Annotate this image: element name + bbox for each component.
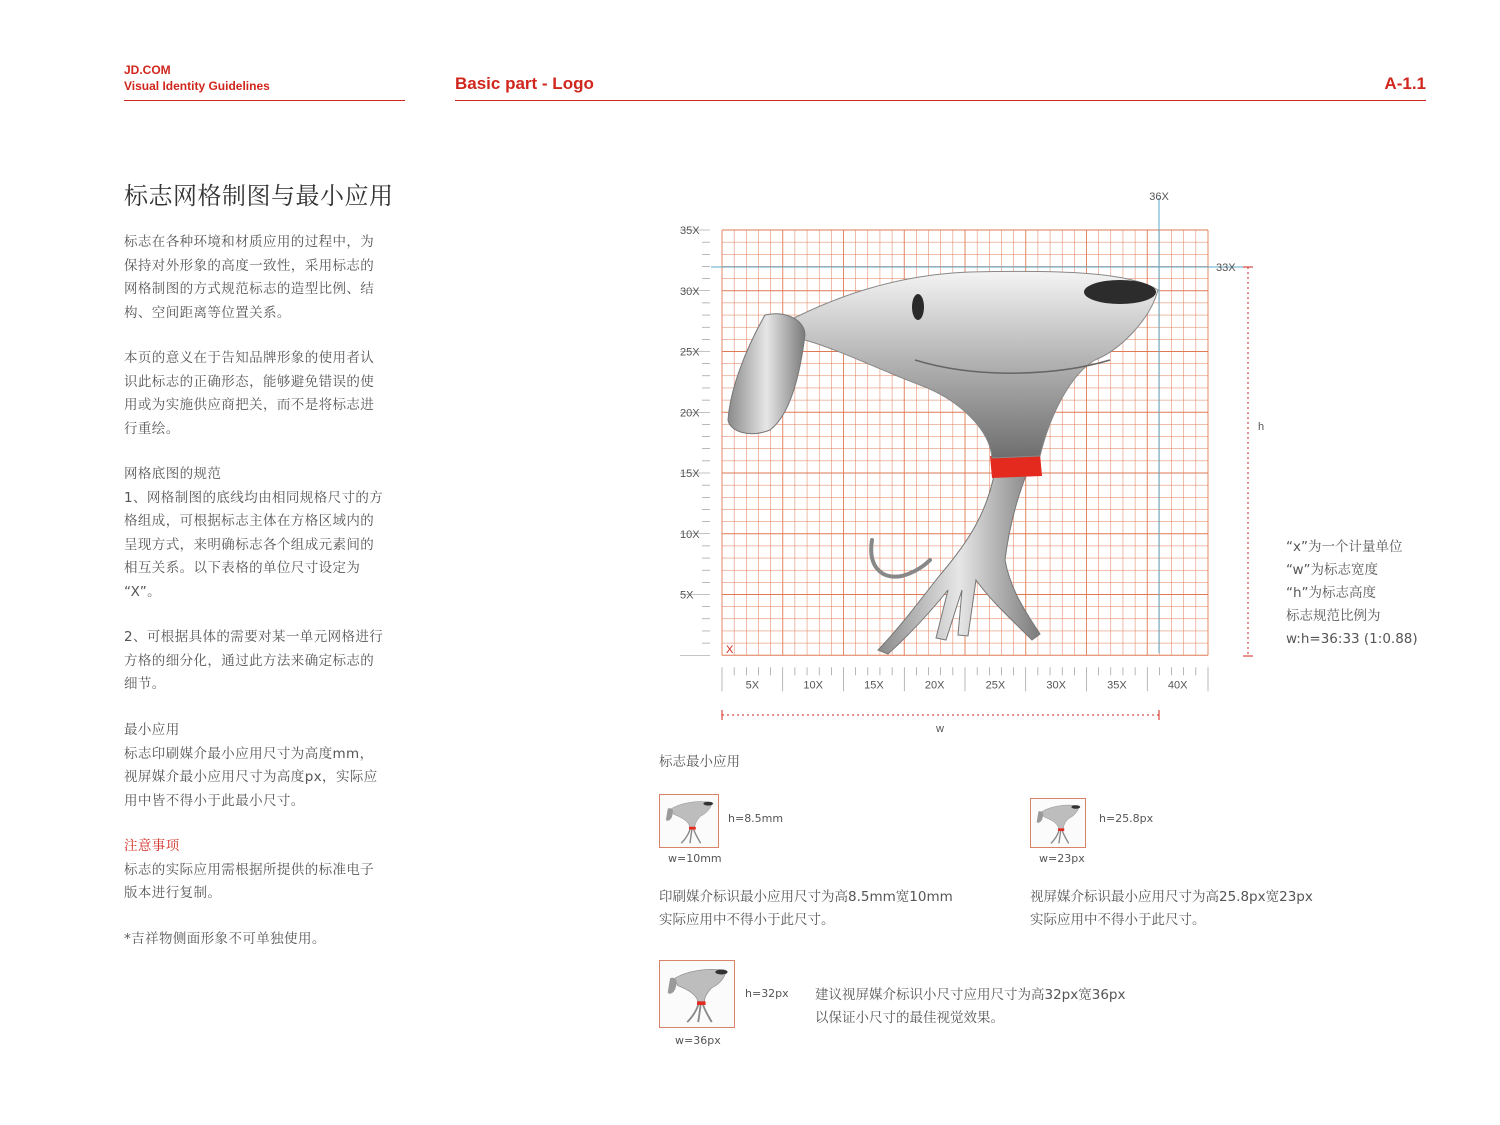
y-axis-label: 15X — [680, 468, 700, 480]
screen-minimum-description: 视屏媒介标识最小应用尺寸为高25.8px宽23px 实际应用中不得小于此尺寸。 — [1030, 889, 1313, 928]
origin-x-label: X — [726, 644, 734, 656]
brand-name: JD.COM — [124, 63, 171, 77]
page-title: 标志网格制图与最小应用 — [124, 182, 394, 210]
grid-legend: “x”为一个计量单位 “w”为标志宽度 “h”为标志高度 标志规范比例为 w:h=36:33 (1:0.88) — [1286, 539, 1418, 647]
suggested-description: 建议视屏媒介标识小尺寸应用尺寸为高32px宽36px 以保证小尺寸的最佳视觉效果。 — [815, 987, 1126, 1026]
page-number: A-1.1 — [1384, 74, 1426, 93]
x-axis-label: 20X — [924, 679, 945, 692]
suggested-thumbnail — [659, 960, 735, 1028]
mascot-thumbnail-icon — [660, 795, 718, 847]
mascot-thumbnail-icon — [660, 961, 734, 1027]
screen-height-label: h=25.8px — [1099, 812, 1154, 825]
y-axis-label: 5X — [680, 589, 694, 602]
section-title: Basic part - Logo — [455, 74, 594, 93]
y-axis-label: 25X — [680, 346, 700, 359]
y-axis-labels — [680, 225, 700, 602]
y-axis-label: 10X — [680, 528, 700, 541]
right-33x-label: 33X — [1216, 262, 1236, 274]
x-axis-labels — [746, 679, 1188, 691]
x-axis-label: 40X — [1167, 679, 1188, 692]
x-axis-label: 35X — [1107, 679, 1127, 692]
notice-block: 注意事项 标志的实际应用需根据所提供的标准电子 版本进行复制。 — [124, 835, 406, 906]
warning-note: *吉祥物侧面形象不可单独使用。 — [124, 931, 326, 947]
x-axis-label: 5X — [745, 679, 760, 692]
print-minimum-description: 印刷媒介标识最小应用尺寸为高8.5mm宽10mm 实际应用中不得小于此尺寸。 — [659, 889, 953, 928]
logo-grid-diagram — [640, 180, 1300, 750]
y-axis-label: 30X — [680, 285, 700, 298]
x-axis-label: 10X — [803, 679, 823, 692]
x-axis-label: 25X — [985, 679, 1006, 692]
guideline-subtitle: Visual Identity Guidelines — [124, 79, 270, 93]
y-axis-label: 20X — [680, 407, 700, 420]
print-minimum-thumbnail — [659, 794, 719, 848]
width-label: w — [936, 723, 944, 735]
grid-detail-paragraph: 2、可根据具体的需要对某一单元网格进行 方格的细分化，通过此方法来确定标志的 细节。 — [124, 629, 384, 692]
top-36x-label: 36X — [1149, 191, 1169, 203]
suggested-width-label: w=36px — [675, 1034, 721, 1047]
x-axis-label: 15X — [864, 679, 884, 692]
height-label: h — [1258, 421, 1265, 433]
print-width-label: w=10mm — [668, 852, 722, 865]
header-rule-right — [455, 100, 1426, 101]
suggested-height-label: h=32px — [745, 987, 789, 1000]
screen-width-label: w=23px — [1039, 852, 1085, 865]
intro-paragraph: 标志在各种环境和材质应用的过程中，为 保持对外形象的高度一致性，采用标志的 网格制图的方式规范标志的造型比例、结 构、空间距离等位置关系。 — [124, 234, 375, 321]
header-rule-left — [124, 100, 405, 101]
screen-minimum-thumbnail — [1030, 798, 1086, 848]
print-height-label: h=8.5mm — [728, 812, 784, 825]
y-axis-label: 35X — [680, 225, 700, 237]
x-axis-label: 30X — [1046, 679, 1066, 692]
mascot-thumbnail-icon — [1031, 799, 1085, 847]
purpose-paragraph: 本页的意义在于告知品牌形象的使用者认 识此标志的正确形态，能够避免错误的使 用或为实施供应商把关，而不是将标志进 行重绘。 — [124, 350, 375, 437]
mascot-dog-illustration — [728, 271, 1158, 654]
grid-spec-paragraph: 网格底图的规范 1、网格制图的底线均由相同规格尺寸的方 格组成，可根据标志主体在方格区域内的 呈现方式，来明确标志各个组成元素间的 相互关系。以下表格的单位尺寸设定为 “X”。 — [124, 466, 384, 600]
notice-title: 注意事项 — [124, 838, 180, 854]
minimum-paragraph: 最小应用 标志印刷媒介最小应用尺寸为高度mm， 视屏媒介最小应用尺寸为高度px，实际应 用中皆不得小于此最小尺寸。 — [124, 722, 378, 809]
minimum-heading: 标志最小应用 — [659, 754, 740, 770]
